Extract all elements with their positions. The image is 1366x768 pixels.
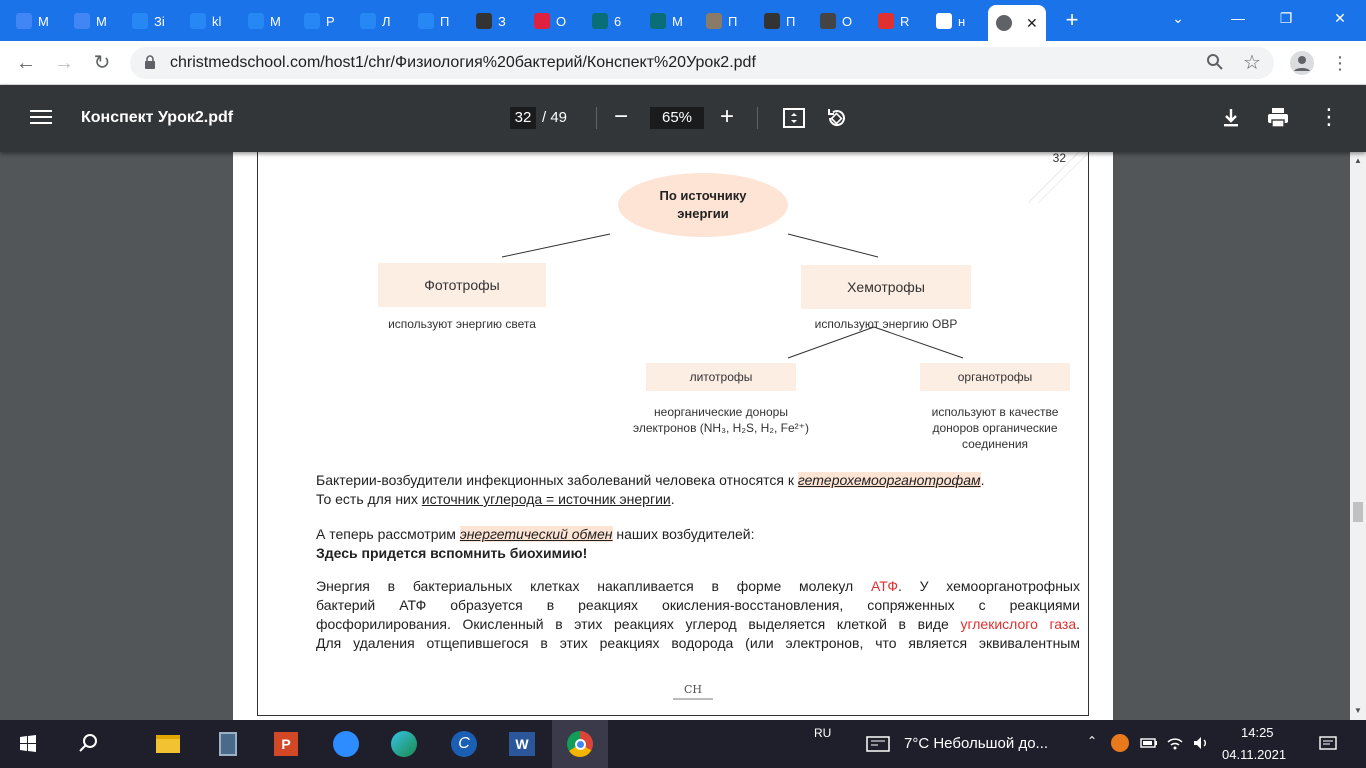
calculator-shape xyxy=(219,732,237,756)
paragraph-atp xyxy=(316,577,1080,653)
c-app-icon[interactable] xyxy=(448,728,480,760)
powerpoint-icon[interactable] xyxy=(270,728,302,760)
search-icon[interactable] xyxy=(72,728,104,760)
page-number-label: 32 xyxy=(1052,152,1066,165)
figure-icon xyxy=(764,13,780,29)
download-icon[interactable] xyxy=(1218,105,1244,131)
phototrophs-label: Фототрофы xyxy=(424,277,500,293)
browser-tab[interactable] xyxy=(16,6,66,36)
bookmark-star-icon[interactable]: ☆ xyxy=(1243,52,1261,74)
windows-start-icon[interactable] xyxy=(12,728,44,760)
tab-title: Р xyxy=(326,13,335,29)
page-total: / 49 xyxy=(542,109,568,126)
text-line xyxy=(316,490,1080,509)
tab-title: н xyxy=(958,13,966,29)
scrollbar-thumb[interactable] xyxy=(1353,502,1363,522)
phototrophs-node xyxy=(378,263,546,307)
docs-icon xyxy=(74,13,90,29)
logo-monogram: CH xyxy=(683,683,702,696)
globe-icon xyxy=(996,15,1012,31)
tab-title: М xyxy=(270,13,281,29)
zoom-app-icon[interactable] xyxy=(330,728,362,760)
tab-title: 6 xyxy=(614,13,622,29)
reload-button[interactable]: ↻ xyxy=(93,52,111,74)
avast-icon[interactable] xyxy=(1111,734,1129,752)
text-line xyxy=(316,577,1080,596)
red-term: углекислого газа xyxy=(960,616,1077,632)
organotrophs-caption xyxy=(905,404,1085,452)
scroll-up-arrow-icon[interactable]: ▲ xyxy=(1354,156,1362,165)
text-span: Бактерии-возбудители инфекционных заболеваний человека относятся к xyxy=(316,472,798,488)
tab-title: П xyxy=(786,13,796,29)
fit-page-icon[interactable] xyxy=(781,105,807,131)
pdf-toolbar xyxy=(0,85,1366,152)
back-button[interactable]: ← xyxy=(16,52,36,74)
text-line xyxy=(316,471,1080,490)
lithotrophs-node xyxy=(646,363,796,391)
text-line xyxy=(316,525,1080,544)
lithotrophs-caption-line: электронов (NH₃, H₂S, H₂, Fe²⁺) xyxy=(633,421,809,435)
museum-icon xyxy=(820,13,836,29)
school-logo xyxy=(663,683,723,702)
text-span: наших возбудителей: xyxy=(612,526,755,542)
tab-title: М xyxy=(672,13,683,29)
tab-title: Зі xyxy=(154,13,165,29)
vk-icon xyxy=(190,13,206,29)
browser-tab-active[interactable] xyxy=(988,5,1046,41)
logo-underline xyxy=(673,698,713,700)
browser-tab[interactable] xyxy=(936,6,986,36)
print-icon[interactable] xyxy=(1265,105,1291,131)
browser-tab[interactable] xyxy=(878,6,928,36)
organotrophs-caption-line: соединения xyxy=(961,437,1029,451)
file-explorer-icon[interactable] xyxy=(152,728,184,760)
minimize-button[interactable]: — xyxy=(1231,10,1245,26)
text-span: . У хемоорганотрофных xyxy=(897,578,1080,594)
new-tab-button[interactable]: + xyxy=(1065,7,1079,32)
rotate-icon[interactable] xyxy=(824,105,850,131)
language-indicator[interactable]: RU xyxy=(814,726,832,740)
tab-title: М xyxy=(38,13,49,29)
wave-icon xyxy=(476,13,492,29)
page-number-input[interactable]: 32 xyxy=(510,107,536,129)
tab-title: П xyxy=(440,13,450,29)
highlighted-term: гетерохемоорганотрофам xyxy=(797,472,981,488)
tab-title: О xyxy=(842,13,853,29)
word-glyph: W xyxy=(509,732,535,756)
text-span: . xyxy=(670,491,675,507)
paragraph-energy-metabolism xyxy=(316,525,1080,563)
profile-avatar-icon[interactable] xyxy=(1290,51,1314,75)
browser-tab[interactable] xyxy=(706,6,756,36)
text-line: Для удаления отщепившегося в этих реакциях водорода (или электронов, что является эквивалентным xyxy=(316,635,1080,651)
tab-title: З xyxy=(498,13,506,29)
text-line: бактерий АТФ образуется в реакциях окисления-восстановления, сопряженных с реакциями xyxy=(316,597,1080,613)
s-icon xyxy=(592,13,608,29)
chat-icon xyxy=(16,13,32,29)
browser-menu-icon[interactable]: ⋮ xyxy=(1331,53,1349,73)
edge-icon[interactable] xyxy=(388,728,420,760)
notifications-icon[interactable] xyxy=(1318,734,1338,754)
browser-tab[interactable] xyxy=(360,6,410,36)
phototrophs-caption: используют энергию света xyxy=(388,317,536,331)
vk-icon xyxy=(418,13,434,29)
organotrophs-node xyxy=(920,363,1070,391)
close-tab-icon[interactable]: ✕ xyxy=(1026,14,1038,31)
r-icon xyxy=(878,13,894,29)
red-term: АТФ xyxy=(870,578,898,594)
ring-icon xyxy=(534,13,550,29)
browser-tab[interactable] xyxy=(248,6,298,36)
zoom-search-icon[interactable] xyxy=(1206,53,1224,71)
page-border xyxy=(257,152,1089,716)
folder-shape xyxy=(156,735,180,753)
restore-button[interactable]: ❐ xyxy=(1279,10,1293,26)
browser-tab[interactable] xyxy=(190,6,240,36)
url-text: christmedschool.com/host1/chr/Физиология%20бактерий/Конспект%20Урок2.pdf xyxy=(170,54,756,71)
tray-expand-icon[interactable]: ⌃ xyxy=(1087,734,1098,748)
lock-icon xyxy=(144,55,156,69)
zoom-out-button[interactable]: − xyxy=(614,103,629,130)
zoom-app-shape xyxy=(333,731,359,757)
tab-search-icon[interactable]: ⌄ xyxy=(1172,10,1184,26)
browser-tab[interactable] xyxy=(534,6,584,36)
tab-title: R xyxy=(900,13,910,29)
underlined-text: источник углерода = источник энергии xyxy=(421,491,671,507)
tab-title: Л xyxy=(382,13,391,29)
browser-tab[interactable] xyxy=(820,6,870,36)
text-span: фосфорилирования. Окисленный в этих реакциях углерод выделяется клеткой в виде xyxy=(316,616,961,632)
organotrophs-caption-line: используют в качестве xyxy=(931,405,1059,419)
organotrophs-caption-line: доноров органические xyxy=(932,421,1058,435)
powerpoint-glyph: P xyxy=(274,732,298,756)
pdf-viewer[interactable] xyxy=(0,152,1350,720)
text-span: А теперь рассмотрим xyxy=(316,526,460,542)
vk-icon xyxy=(304,13,320,29)
text-line xyxy=(316,615,1080,634)
browser-tab[interactable] xyxy=(132,6,182,36)
chemotrophs-node xyxy=(801,265,971,309)
clock-date[interactable]: 04.11.2021 xyxy=(1222,747,1287,762)
toolbar-divider xyxy=(596,107,597,129)
vk-icon xyxy=(248,13,264,29)
tab-title: П xyxy=(728,13,738,29)
tab-title: М xyxy=(96,13,107,29)
address-bar[interactable] xyxy=(130,47,1274,79)
browser-tab[interactable] xyxy=(764,6,814,36)
zoom-level-input[interactable]: 65% xyxy=(650,107,704,129)
windows-taskbar xyxy=(0,720,1366,768)
text-span: Энергия в бактериальных клетках накапливается в форме молекул xyxy=(316,578,871,594)
weather-widget[interactable]: 7°C Небольшой до... xyxy=(904,735,1049,752)
browser-tab[interactable] xyxy=(304,6,354,36)
pdf-page xyxy=(233,152,1113,720)
lithotrophs-label: литотрофы xyxy=(689,370,753,384)
chrome-taskbar-button[interactable] xyxy=(552,720,608,768)
address-toolbar xyxy=(0,41,1366,85)
wifi-icon[interactable] xyxy=(1166,734,1184,752)
organotrophs-label: органотрофы xyxy=(957,370,1033,384)
browser-tab[interactable] xyxy=(592,6,642,36)
chemotrophs-caption: используют энергию ОВР xyxy=(814,317,958,331)
zoom-in-button[interactable]: + xyxy=(720,103,735,130)
paragraph-heterochemoorganotrophs xyxy=(316,471,1080,509)
forward-button[interactable]: → xyxy=(54,52,74,74)
edge-shape xyxy=(391,731,417,757)
bold-note: Здесь придется вспомнить биохимию! xyxy=(316,545,588,561)
scroll-down-arrow-icon[interactable]: ▼ xyxy=(1354,706,1362,715)
diagram-root-node xyxy=(618,173,788,237)
text-span: То есть для них xyxy=(316,491,422,507)
google-icon xyxy=(936,13,952,29)
battery-icon[interactable] xyxy=(1140,736,1158,750)
vk-icon xyxy=(132,13,148,29)
chemotrophs-label: Хемотрофы xyxy=(847,279,925,295)
root-node-label: По источнику энергии xyxy=(659,188,747,221)
chrome-center xyxy=(575,739,586,750)
chrome-icon xyxy=(567,731,593,757)
vk-icon xyxy=(360,13,376,29)
tab-title: kl xyxy=(212,13,222,29)
vertical-scrollbar[interactable] xyxy=(1350,152,1366,720)
s-icon xyxy=(650,13,666,29)
close-window-button[interactable]: ✕ xyxy=(1334,10,1346,26)
browser-tab[interactable] xyxy=(74,6,124,36)
word-icon[interactable] xyxy=(506,728,538,760)
lithotrophs-caption xyxy=(611,404,831,436)
tab-title: О xyxy=(556,13,567,29)
pdf-filename: Конспект Урок2.pdf xyxy=(81,109,234,126)
tab-strip xyxy=(0,0,1366,41)
text-span: . xyxy=(980,472,985,488)
c-app-glyph: C xyxy=(451,731,477,757)
browser-tab[interactable] xyxy=(418,6,468,36)
clock-time[interactable]: 14:25 xyxy=(1241,725,1274,740)
browser-tab[interactable] xyxy=(476,6,526,36)
seal-icon xyxy=(706,13,722,29)
toolbar-divider xyxy=(757,107,758,129)
lithotrophs-caption-line: неорганические доноры xyxy=(654,405,788,419)
highlighted-term: энергетический обмен xyxy=(459,526,613,542)
text-span: . xyxy=(1076,616,1080,632)
browser-tab[interactable] xyxy=(650,6,700,36)
volume-icon[interactable] xyxy=(1192,735,1210,751)
more-options-icon[interactable]: ⋮ xyxy=(1318,104,1340,129)
weather-news-icon[interactable] xyxy=(866,736,890,752)
calculator-icon[interactable] xyxy=(212,728,244,760)
hamburger-menu-icon[interactable] xyxy=(30,107,52,129)
